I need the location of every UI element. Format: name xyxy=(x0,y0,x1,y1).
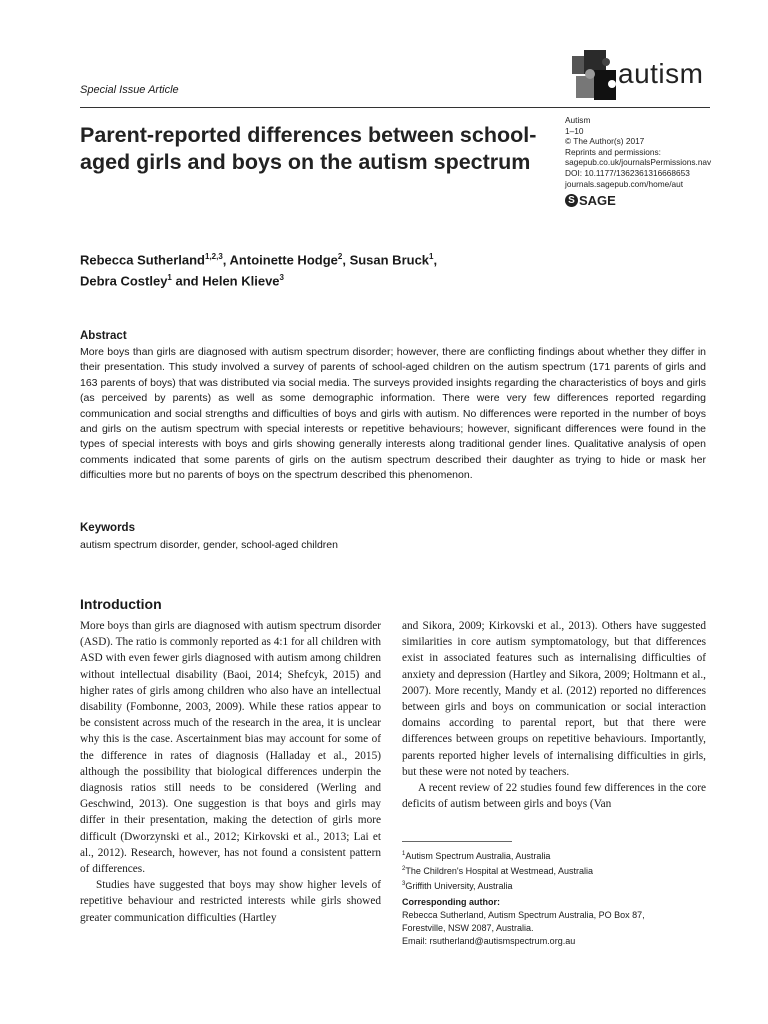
paragraph: More boys than girls are diagnosed with autism spectrum disorder (ASD). The ratio is commonly reported as 4:1 for all children with ASD with even fewer girls diagnosed with autism among children without intellectual disability (Baoi, 2014; Shefcyk, 2015) and higher rates of girls among children who also have an intellectual disability (Fombonne, 2003, 2009). While these ratios appear to be consistent across much of the research in the area, it is unclear why this is the case. Ascertainment bias may account for some of the difference in rates of diagnosis (Halladay et al., 2015) although the possibility that biological differences underpin the diagnosis ratios still needs to be considered (Werling and Geschwind, 2013). One suggestion is that boys and girls may differ in their presentation, making the detection of girls more difficult (Dworzynski et al., 2012; Kirkovski et al., 2013; Lai et al., 2012). Research, however, has not found a consistent pattern of differences. xyxy=(80,620,381,876)
author-affiliation: 1 xyxy=(167,273,172,283)
article-title: Parent-reported differences between school-aged girls and boys on the autism spectrum xyxy=(80,123,537,174)
corresponding-line: Forestville, NSW 2087, Australia. xyxy=(402,923,534,933)
header-rule xyxy=(80,107,710,108)
article-type-label: Special Issue Article xyxy=(80,84,179,96)
author-separator: , xyxy=(342,252,350,268)
paragraph: and Sikora, 2009; Kirkovski et al., 2013). Others have suggested similarities in core autism symptomatology, but that differences exist in associated features such as internalising difficulties of anxiety and depression (Hartley and Sikora, 2009; Holtmann et al., 2007). More recently, Mandy et al. (2012) reported no differences between girls and boys on communication or social interaction domains according to parental report, but that there were differences between groups on repetitive behaviours. Importantly, parents reported higher levels of internalising difficulties in girls, but these were not noted by teachers. xyxy=(402,620,706,778)
footnote-text: The Children's Hospital at Westmead, Australia xyxy=(405,866,593,876)
sage-s-icon: S xyxy=(565,194,578,207)
author-name: Susan Bruck xyxy=(349,252,430,268)
introduction-heading: Introduction xyxy=(80,596,162,612)
keywords-text: autism spectrum disorder, gender, school-aged children xyxy=(80,539,338,551)
author-affiliation: 1,2,3 xyxy=(205,252,223,261)
footnote-text: Autism Spectrum Australia, Australia xyxy=(405,851,551,861)
author-separator: , xyxy=(222,252,230,268)
sage-text: SAGE xyxy=(579,193,616,208)
footnote xyxy=(402,863,593,878)
corresponding-heading: Corresponding author: xyxy=(402,897,500,907)
author-list xyxy=(80,248,540,291)
footnote-number: 3 xyxy=(402,881,406,887)
meta-reprints: Reprints and permissions: xyxy=(565,146,661,157)
corresponding-email[interactable]: Email: rsutherland@autismspectrum.org.au xyxy=(402,936,576,946)
corresponding-author xyxy=(402,896,645,948)
paragraph: A recent review of 22 studies found few differences in the core deficits of autism between girls and boys (Van xyxy=(402,782,706,811)
author-separator: , xyxy=(433,252,438,268)
author-name: Debra Costley xyxy=(80,273,168,289)
body-column-right xyxy=(402,618,706,812)
footnote-number: 2 xyxy=(402,866,406,872)
sage-logo xyxy=(565,193,616,208)
author-affiliation: 1 xyxy=(429,252,434,261)
keywords-heading: Keywords xyxy=(80,522,135,534)
meta-reprints-url[interactable]: sagepub.co.uk/journalsPermissions.nav xyxy=(565,157,712,168)
author-name: Antoinette Hodge xyxy=(229,252,338,268)
paragraph: Studies have suggested that boys may show higher levels of repetitive behaviour and restricted interests while girls showed greater communication difficulties (Hartley xyxy=(80,879,381,924)
meta-copyright: © The Author(s) 2017 xyxy=(565,136,645,147)
journal-meta xyxy=(565,115,755,189)
affiliation-footnotes xyxy=(402,848,593,893)
abstract-heading: Abstract xyxy=(80,330,127,342)
body-column-left xyxy=(80,618,381,926)
author-name: Rebecca Sutherland xyxy=(80,252,205,268)
corresponding-line: Rebecca Sutherland, Autism Spectrum Australia, PO Box 87, xyxy=(402,910,645,920)
footnote xyxy=(402,848,593,863)
author-affiliation: 2 xyxy=(337,252,343,261)
meta-journal: Autism xyxy=(565,115,591,125)
footnote-number: 1 xyxy=(402,851,406,857)
footnote xyxy=(402,878,593,893)
footnote-rule xyxy=(402,841,512,842)
author-affiliation: 3 xyxy=(279,273,284,283)
author-separator: and xyxy=(171,273,203,289)
meta-doi[interactable]: DOI: 10.1177/1362361316668653 xyxy=(565,167,690,178)
abstract-text: More boys than girls are diagnosed with autism spectrum disorder; however, there are conflicting findings about whether they differ in their presentation. This study involved a survey of parents of school-aged children on the autism spectrum (171 parents of girls and 163 parents of boys) that was distributed via social media. The surveys provided insights regarding the characteristics of boys and girls (as perceived by parents) as well as some demographic information. There were very few differences reported regarding communication and social strengths and difficulties of boys and girls with autism. No differences were reported in the number of boys and girls on the autism spectrum with special interests or repetitive behaviours; however, significant differences were found in the types of special interests with boys and girls showing generally interests along traditional gender lines. Qualitative analysis of open comments indicated that some parents of girls on the autism spectrum described their daughter as trying to hide or mask her difficulties more but no parents of boys on the spectrum described this phenomenon. xyxy=(80,346,706,482)
author-name: Helen Klieve xyxy=(202,273,280,289)
meta-home-url[interactable]: journals.sagepub.com/home/aut xyxy=(565,178,684,189)
journal-logo-text: autism xyxy=(618,58,704,89)
meta-pages: 1–10 xyxy=(565,125,584,136)
footnote-text: Griffith University, Australia xyxy=(405,881,513,891)
